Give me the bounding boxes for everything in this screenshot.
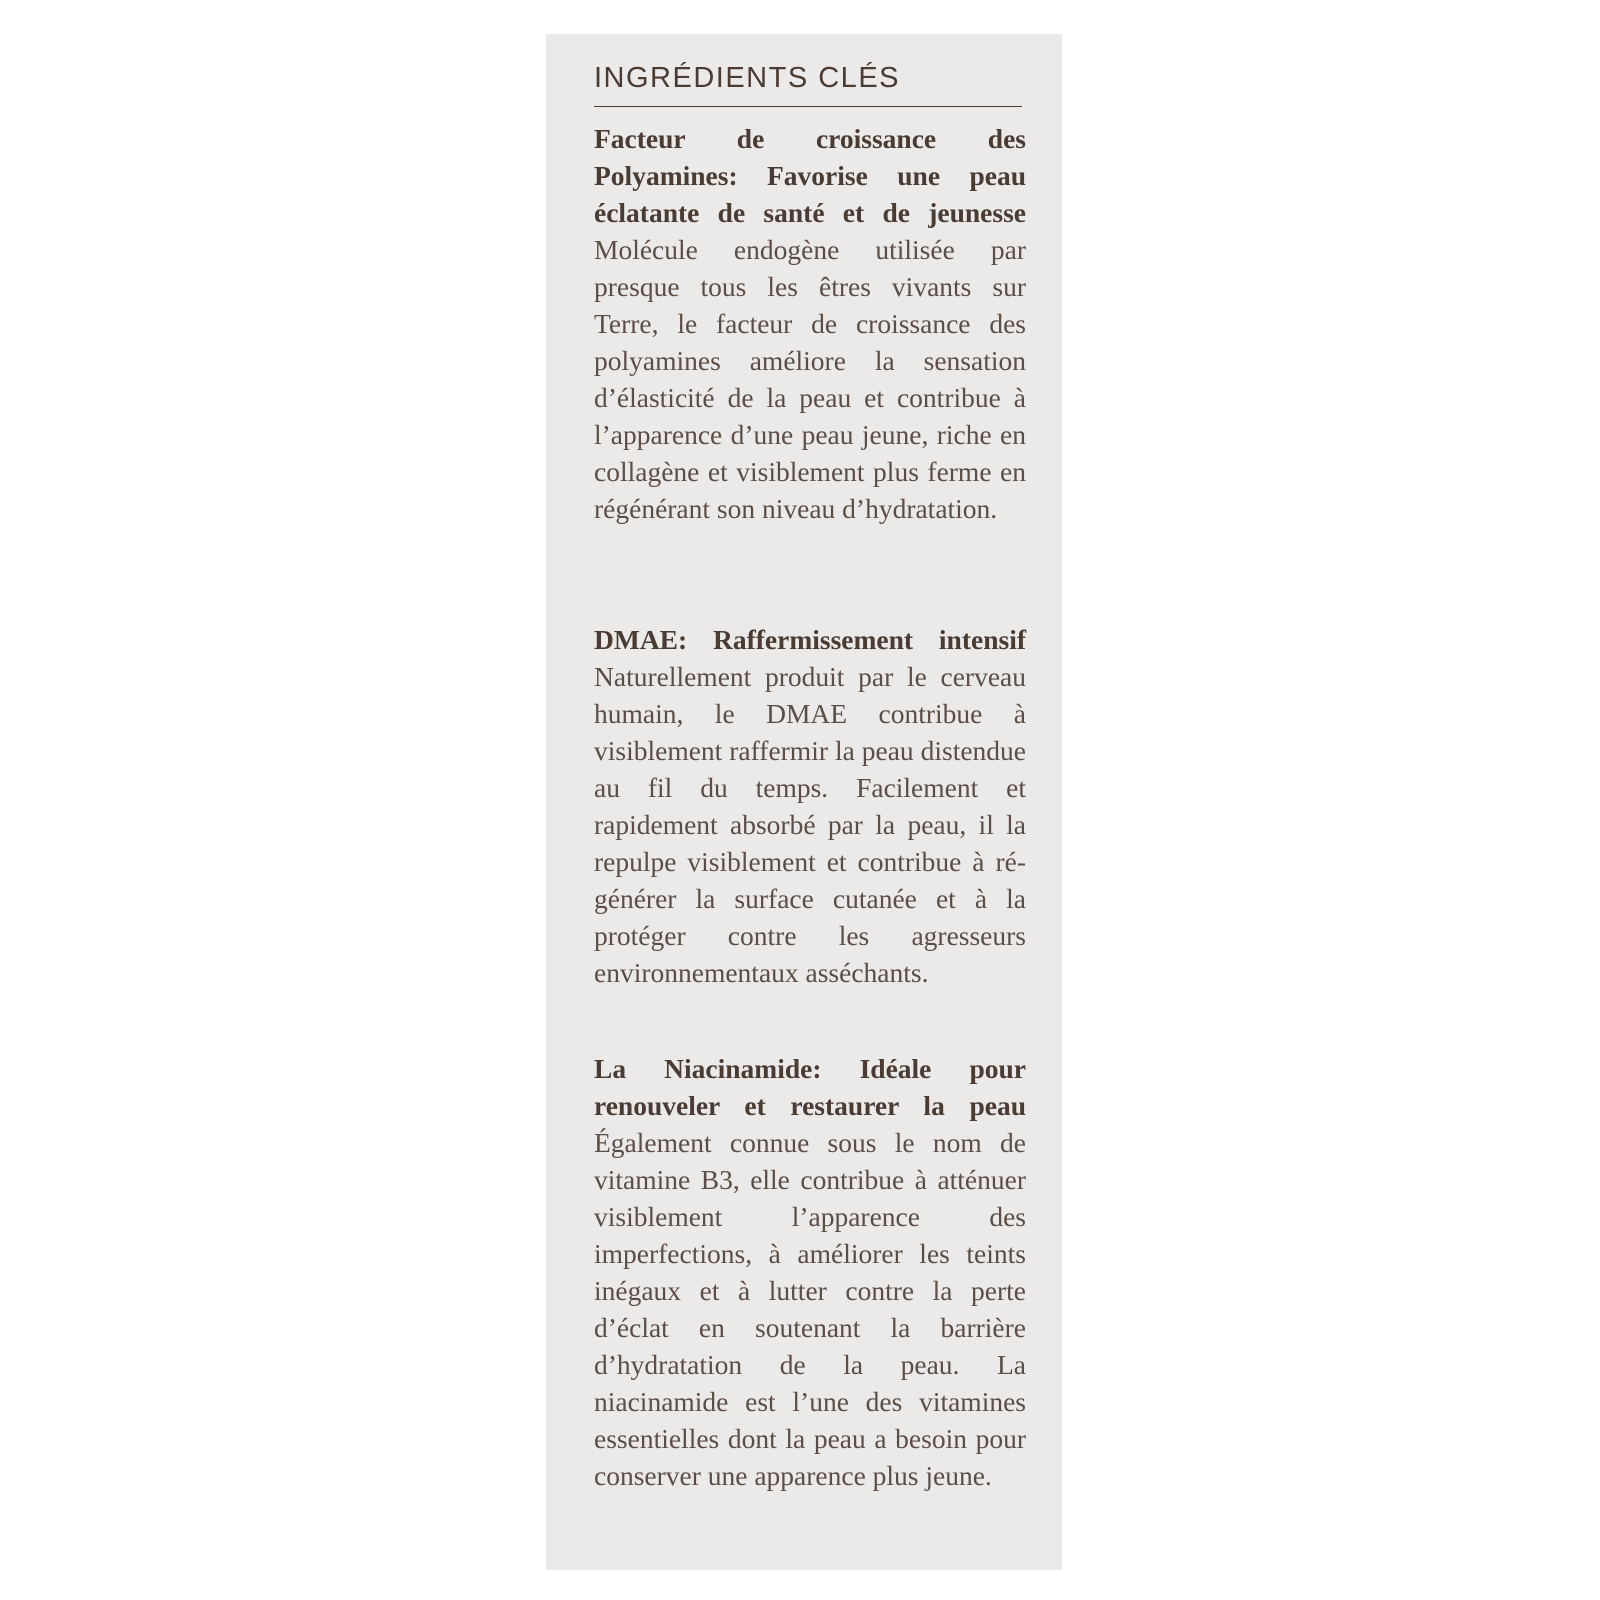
ingredient-polyamines [594,120,1026,527]
ingredient-description: Molécule endogène utilisée par presque tous les êtres vivants sur Terre, le facteur de croissance des polyamines améliore la sensation d’élasticité de la peau et contribue à l’apparence d’une peau jeune, riche en collagène et visiblement plus ferme en régénérant son niveau d’hydratation. [594,234,1026,524]
ingredient-title: DMAE: Raffermissement intensif [594,624,1026,655]
section-heading: INGRÉDIENTS CLÉS [594,62,900,94]
packaging-panel [546,34,1062,1570]
ingredient-title: La Niacinamide: Idéale pour renouveler et restaurer la peau [594,1053,1026,1121]
ingredient-description: Naturellement produit par le cerveau humain, le DMAE contribue à visiblement raffermir la peau distendue au fil du temps. Facilement et rapidement absorbé par la peau, il la repulpe visiblement et contribue à régénérer la surface cutanée et à la protéger contre les agresseurs environnementaux asséchants. [594,661,1026,988]
ingredient-description: Également connue sous le nom de vitamine B3, elle contribue à atténuer visiblement l’apparence des imperfections, à améliorer les teints inégaux et à lutter contre la perte d’éclat en soutenant la barrière d’hydratation de la peau. La niacinamide est l’une des vitamines essentielles dont la peau a besoin pour conserver une apparence plus jeune. [594,1127,1026,1491]
ingredient-niacinamide [594,1050,1026,1494]
ingredient-title: Facteur de croissance des Polyamines: Favorise une peau éclatante de santé et de jeunesse [594,123,1026,228]
heading-divider [594,106,1022,107]
ingredient-dmae [594,621,1026,991]
